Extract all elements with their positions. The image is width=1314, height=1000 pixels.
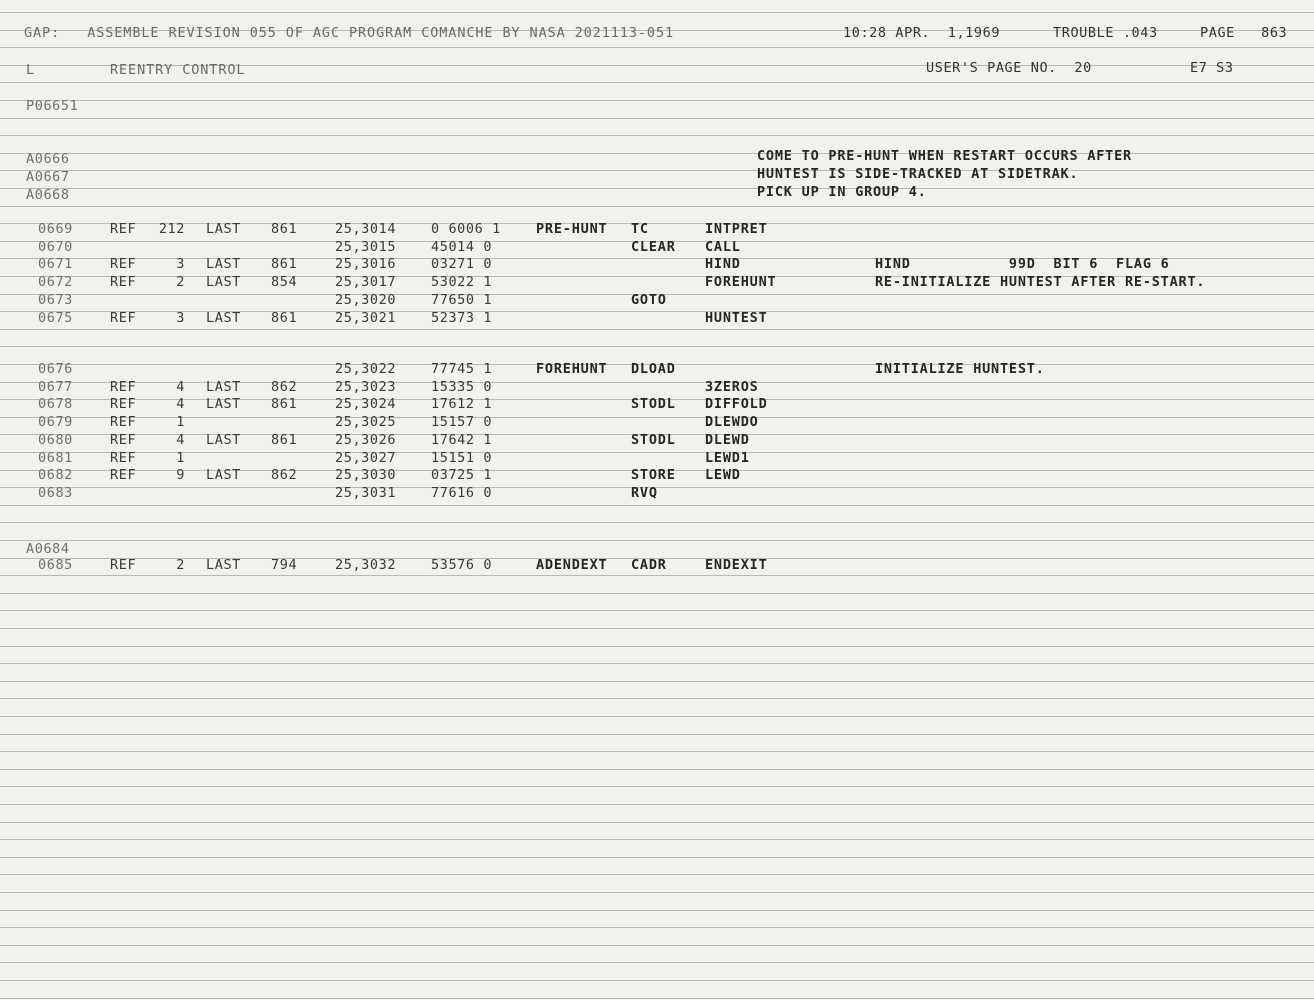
listing-lastn: 794 — [271, 557, 298, 573]
listing-ref: REF — [110, 396, 137, 412]
ruled-line — [0, 874, 1314, 875]
listing-addr: 25,3015 — [335, 239, 397, 255]
listing-addr: 25,3016 — [335, 256, 397, 272]
listing-note: RE-INITIALIZE HUNTEST AFTER RE-START. — [875, 274, 1206, 290]
subheader-mark: L — [26, 62, 36, 78]
ruled-line — [0, 311, 1314, 312]
listing-addr: 25,3017 — [335, 274, 397, 290]
section-title: REENTRY CONTROL — [110, 62, 246, 78]
header-trouble: TROUBLE .043 — [1053, 25, 1158, 41]
listing-addr: 25,3030 — [335, 467, 397, 483]
listing-op: STORE — [631, 467, 676, 483]
listing-addr: 25,3026 — [335, 432, 397, 448]
listing-ref: REF — [110, 379, 137, 395]
ruled-line — [0, 646, 1314, 647]
listing-word: 0 6006 1 — [431, 221, 501, 237]
listing-operand: CALL — [705, 239, 741, 255]
listing-label: ADENDEXT — [536, 557, 608, 573]
listing-line: 0669 — [38, 221, 73, 237]
listing-note: INITIALIZE HUNTEST. — [875, 361, 1045, 377]
listing-line: 0685 — [38, 557, 73, 573]
listing-refn: 4 — [176, 432, 185, 448]
listing-lastn: 862 — [271, 379, 298, 395]
listing-ref: REF — [110, 450, 137, 466]
ruled-line — [0, 593, 1314, 594]
ruled-line — [0, 100, 1314, 101]
listing-operand: LEWD — [705, 467, 741, 483]
listing-line: 0679 — [38, 414, 73, 430]
listing-addr: 25,3025 — [335, 414, 397, 430]
listing-refn: 2 — [176, 274, 185, 290]
ruled-line — [0, 223, 1314, 224]
ruled-line — [0, 346, 1314, 347]
ruled-line — [0, 135, 1314, 136]
ruled-line — [0, 681, 1314, 682]
comment-line: HUNTEST IS SIDE-TRACKED AT SIDETRAK. — [757, 166, 1079, 182]
ruled-line — [0, 575, 1314, 576]
listing-line: 0676 — [38, 361, 73, 377]
listing-refn: 4 — [176, 379, 185, 395]
ruled-line — [0, 47, 1314, 48]
listing-refn: 1 — [176, 450, 185, 466]
listing-refn: 3 — [176, 256, 185, 272]
listing-addr: 25,3027 — [335, 450, 397, 466]
listing-refn: 2 — [176, 557, 185, 573]
listing-operand: DLEWD — [705, 432, 750, 448]
listing-line: 0673 — [38, 292, 73, 308]
ruled-line — [0, 962, 1314, 963]
ruled-line — [0, 628, 1314, 629]
listing-operand: DIFFOLD — [705, 396, 768, 412]
ruled-line — [0, 82, 1314, 83]
ruled-line — [0, 118, 1314, 119]
listing-last: LAST — [206, 221, 241, 237]
ruled-line — [0, 945, 1314, 946]
listing-word: 77745 1 — [431, 361, 493, 377]
listing-word: 17642 1 — [431, 432, 493, 448]
listing-last: LAST — [206, 256, 241, 272]
users-page-number: USER'S PAGE NO. 20 — [926, 60, 1092, 76]
listing-op: STODL — [631, 396, 676, 412]
listing-line: 0681 — [38, 450, 73, 466]
ruled-line — [0, 505, 1314, 506]
ruled-line — [0, 417, 1314, 418]
listing-ref: REF — [110, 256, 137, 272]
header-page: PAGE 863 — [1200, 25, 1288, 41]
listing-refn: 212 — [158, 221, 185, 237]
listing-last: LAST — [206, 379, 241, 395]
comment-line: PICK UP IN GROUP 4. — [757, 184, 927, 200]
listing-op: RVQ — [631, 485, 658, 501]
comment-line: COME TO PRE-HUNT WHEN RESTART OCCURS AFTER — [757, 148, 1132, 164]
page-code: E7 S3 — [1190, 60, 1234, 76]
listing-line: 0677 — [38, 379, 73, 395]
listing-refn: 9 — [176, 467, 185, 483]
listing-ref: REF — [110, 414, 137, 430]
ruled-line — [0, 980, 1314, 981]
listing-operand: 3ZEROS — [705, 379, 759, 395]
listing-line: 0670 — [38, 239, 73, 255]
listing-operand: FOREHUNT — [705, 274, 777, 290]
ruled-line — [0, 610, 1314, 611]
listing-lastn: 861 — [271, 432, 298, 448]
listing-lastn: 862 — [271, 467, 298, 483]
comment-id: A0668 — [26, 187, 70, 203]
listing-refn: 1 — [176, 414, 185, 430]
listing-op: CLEAR — [631, 239, 676, 255]
listing-addr: 25,3014 — [335, 221, 397, 237]
listing-word: 03725 1 — [431, 467, 493, 483]
ruled-line — [0, 452, 1314, 453]
listing-line: 0672 — [38, 274, 73, 290]
ruled-line — [0, 716, 1314, 717]
listing-word: 15335 0 — [431, 379, 493, 395]
ruled-line — [0, 382, 1314, 383]
ruled-line — [0, 170, 1314, 171]
listing-operand: INTPRET — [705, 221, 768, 237]
listing-lastn: 861 — [271, 256, 298, 272]
listing-ref: REF — [110, 557, 137, 573]
listing-line: 0683 — [38, 485, 73, 501]
ruled-line — [0, 751, 1314, 752]
ruled-line — [0, 540, 1314, 541]
listing-operand: DLEWDO — [705, 414, 759, 430]
header-datetime: 10:28 APR. 1,1969 — [843, 25, 1001, 41]
listing-addr: 25,3023 — [335, 379, 397, 395]
tag-p: P06651 — [26, 98, 79, 114]
listing-note: HIND 99D BIT 6 FLAG 6 — [875, 256, 1170, 272]
ruled-line — [0, 839, 1314, 840]
listing-operand: HIND — [705, 256, 741, 272]
listing-addr: 25,3031 — [335, 485, 397, 501]
listing-addr: 25,3024 — [335, 396, 397, 412]
listing-op: TC — [631, 221, 649, 237]
listing-operand: ENDEXIT — [705, 557, 768, 573]
ruled-line — [0, 769, 1314, 770]
listing-line: 0682 — [38, 467, 73, 483]
ruled-line — [0, 892, 1314, 893]
listing-op: CADR — [631, 557, 667, 573]
listing-word: 53576 0 — [431, 557, 493, 573]
listing-label: PRE-HUNT — [536, 221, 608, 237]
listing-lastn: 861 — [271, 221, 298, 237]
listing-word: 03271 0 — [431, 256, 493, 272]
ruled-line — [0, 734, 1314, 735]
ruled-line — [0, 522, 1314, 523]
listing-last: LAST — [206, 274, 241, 290]
listing-line: 0671 — [38, 256, 73, 272]
listing-line: 0678 — [38, 396, 73, 412]
ruled-line — [0, 786, 1314, 787]
ruled-line — [0, 927, 1314, 928]
listing-line: 0680 — [38, 432, 73, 448]
listing-word: 53022 1 — [431, 274, 493, 290]
listing-op: DLOAD — [631, 361, 676, 377]
listing-last: LAST — [206, 432, 241, 448]
listing-ref: REF — [110, 432, 137, 448]
listing-op: STODL — [631, 432, 676, 448]
ruled-line — [0, 804, 1314, 805]
ruled-line — [0, 188, 1314, 189]
tag-a: A0684 — [26, 541, 70, 557]
listing-word: 15151 0 — [431, 450, 493, 466]
comment-id: A0666 — [26, 151, 70, 167]
ruled-line — [0, 998, 1314, 999]
listing-ref: REF — [110, 467, 137, 483]
listing-addr: 25,3020 — [335, 292, 397, 308]
ruled-line — [0, 822, 1314, 823]
listing-ref: REF — [110, 274, 137, 290]
listing-refn: 3 — [176, 310, 185, 326]
listing-word: 77616 0 — [431, 485, 493, 501]
listing-last: LAST — [206, 557, 241, 573]
listing-addr: 25,3022 — [335, 361, 397, 377]
listing-last: LAST — [206, 467, 241, 483]
ruled-line — [0, 663, 1314, 664]
listing-lastn: 861 — [271, 396, 298, 412]
ruled-line — [0, 206, 1314, 207]
listing-word: 15157 0 — [431, 414, 493, 430]
listing-operand: HUNTEST — [705, 310, 768, 326]
comment-id: A0667 — [26, 169, 70, 185]
listing-addr: 25,3021 — [335, 310, 397, 326]
ruled-line — [0, 329, 1314, 330]
listing-ref: REF — [110, 310, 137, 326]
header-program: GAP: ASSEMBLE REVISION 055 OF AGC PROGRAM COMANCHE BY NASA 2021113-051 — [24, 25, 674, 41]
listing-word: 52373 1 — [431, 310, 493, 326]
listing-word: 45014 0 — [431, 239, 493, 255]
listing-lastn: 861 — [271, 310, 298, 326]
listing-addr: 25,3032 — [335, 557, 397, 573]
listing-word: 17612 1 — [431, 396, 493, 412]
listing-label: FOREHUNT — [536, 361, 608, 377]
listing-ref: REF — [110, 221, 137, 237]
listing-last: LAST — [206, 396, 241, 412]
listing-op: GOTO — [631, 292, 667, 308]
listing-refn: 4 — [176, 396, 185, 412]
listing-operand: LEWD1 — [705, 450, 750, 466]
listing-lastn: 854 — [271, 274, 298, 290]
ruled-line — [0, 910, 1314, 911]
ruled-line — [0, 12, 1314, 13]
ruled-line — [0, 698, 1314, 699]
listing-last: LAST — [206, 310, 241, 326]
listing-line: 0675 — [38, 310, 73, 326]
ruled-line — [0, 857, 1314, 858]
listing-word: 77650 1 — [431, 292, 493, 308]
